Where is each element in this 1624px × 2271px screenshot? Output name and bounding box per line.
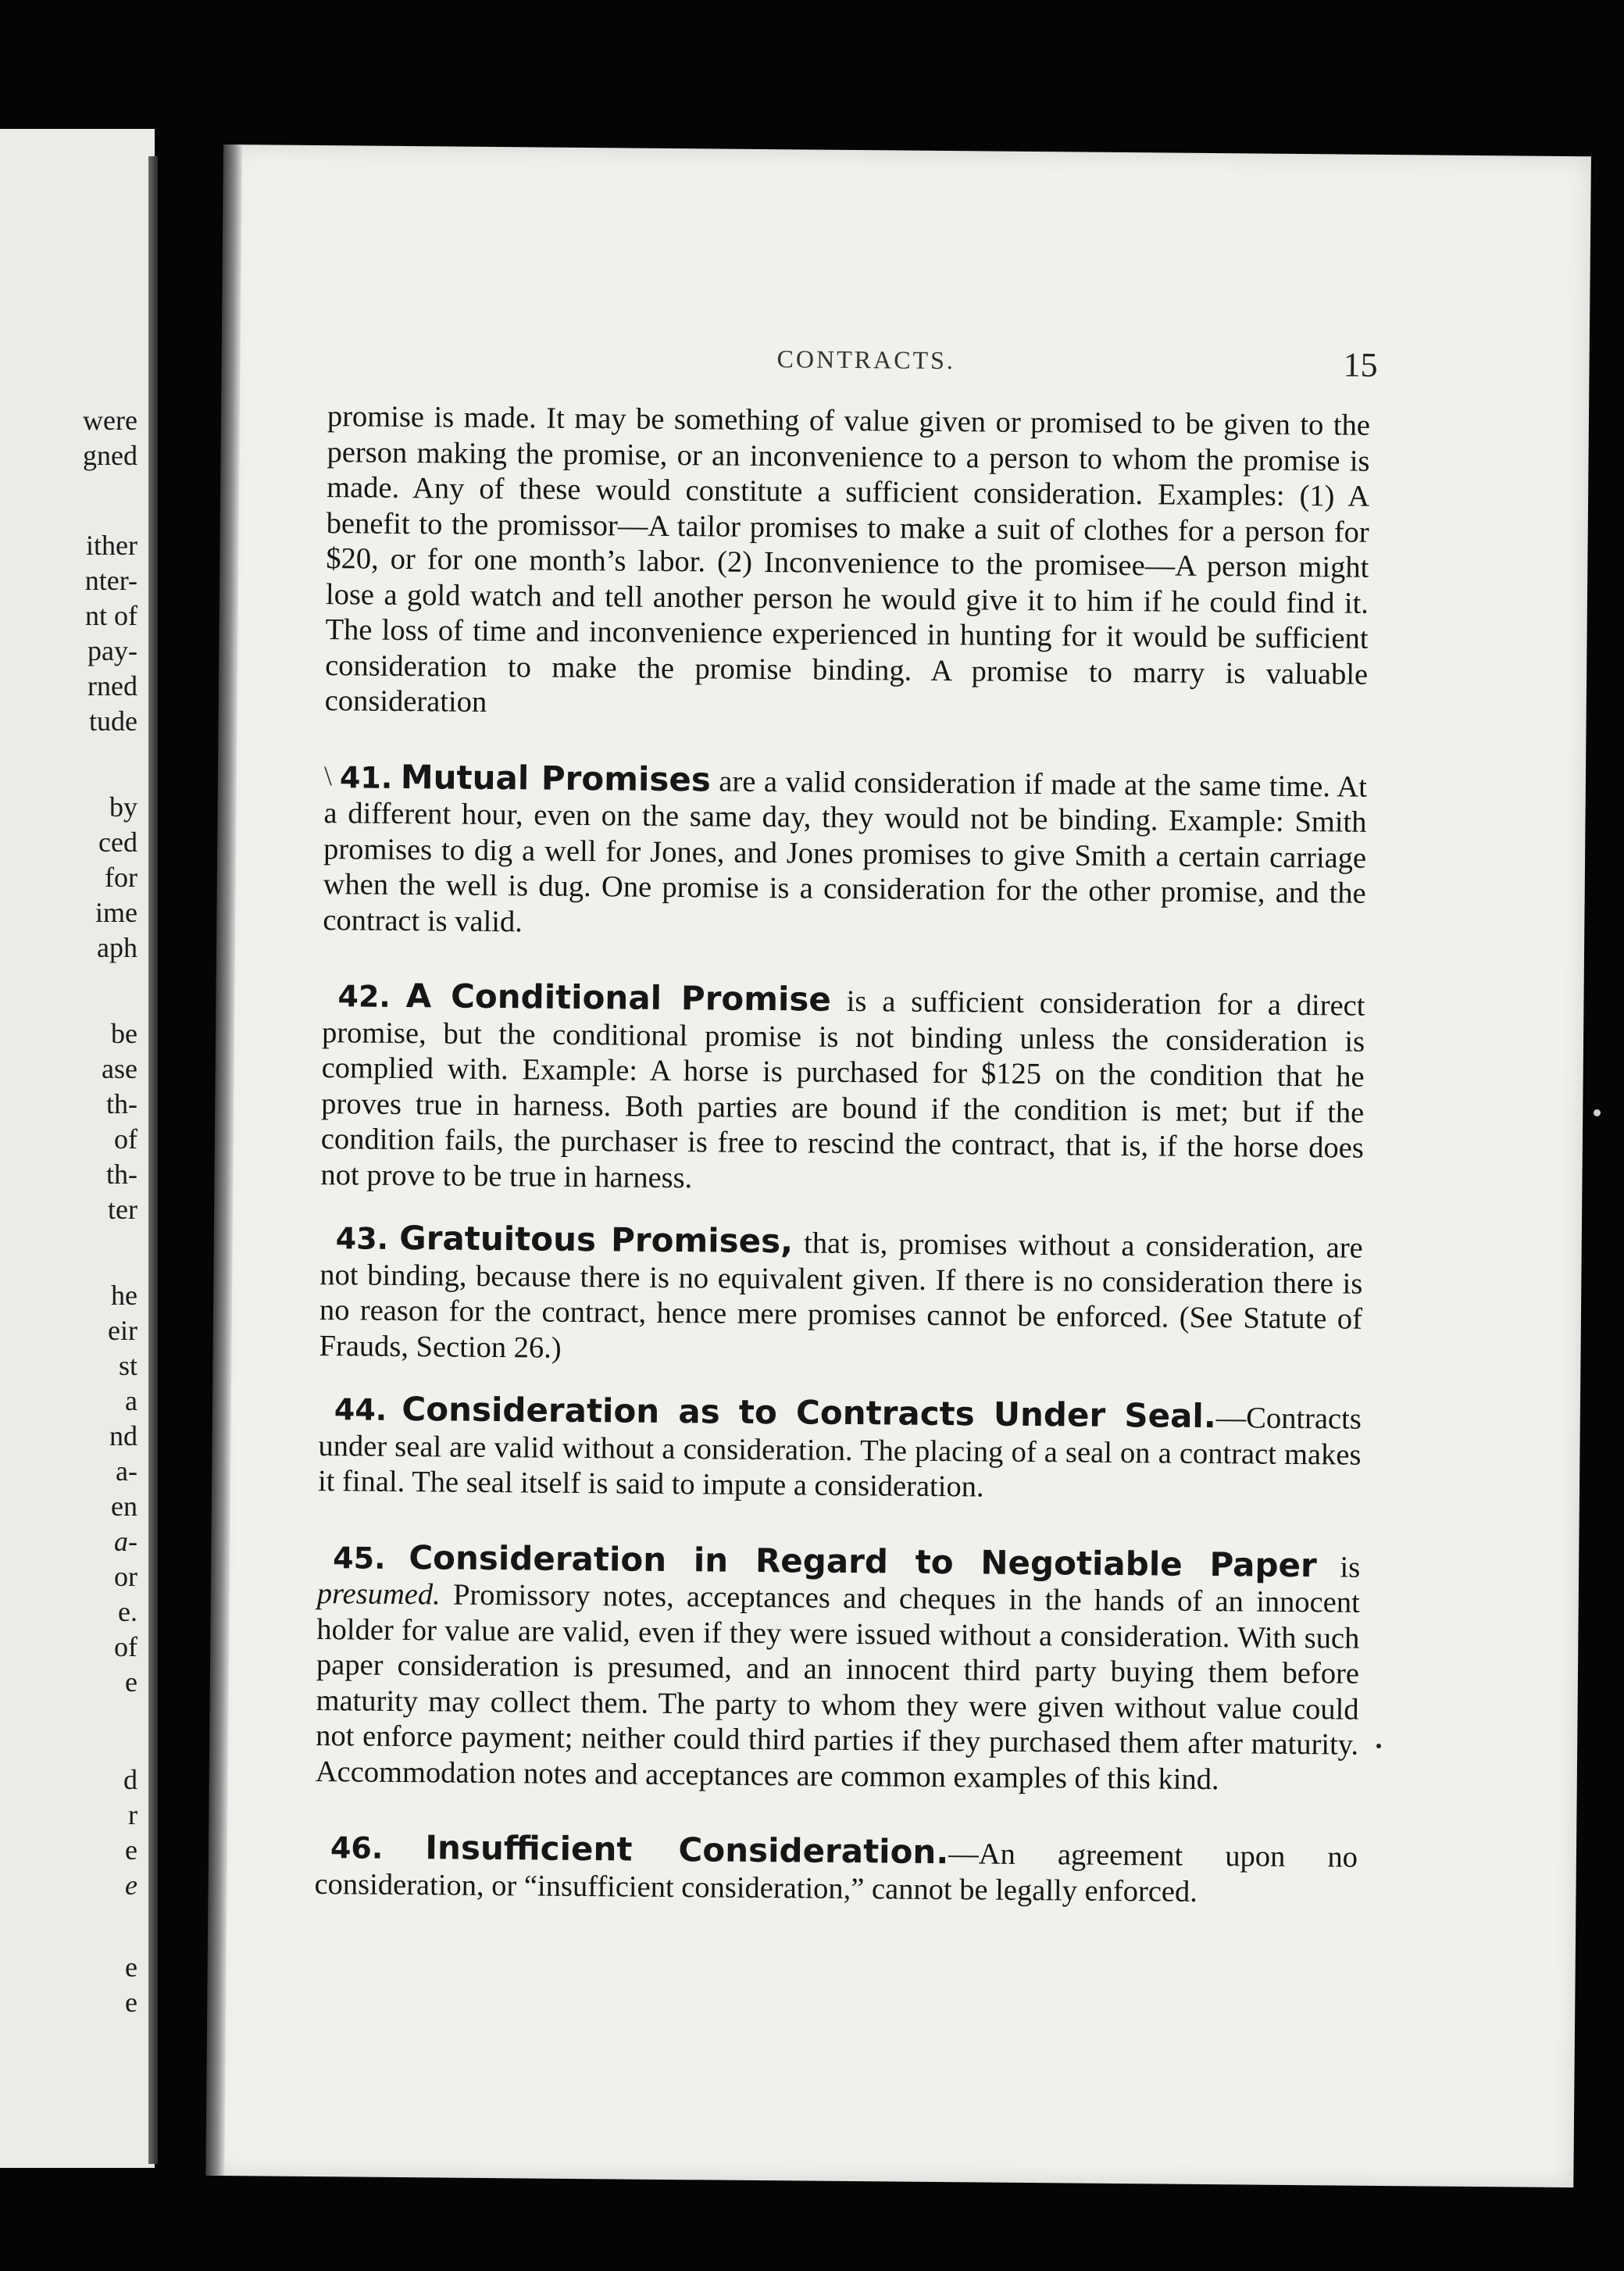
left-page-fragment: en xyxy=(111,1491,137,1522)
left-page-fragment: e xyxy=(125,1834,137,1866)
left-page-fragment: e xyxy=(125,1869,137,1901)
left-page-fragment: a- xyxy=(116,1455,137,1487)
page-body xyxy=(314,399,1370,1912)
left-page-fragment: e. xyxy=(118,1596,137,1627)
section-text: are a valid consideration if made at the same time. At a different hour, even on the same day, they would not be binding. Example: Smith promises to dig a well for Jones, and Jones promises to give Smith a certain carriage when the well is dug. One promise is a consideration for the other promise, and the contract is valid. xyxy=(323,764,1368,938)
page-number: 15 xyxy=(1343,345,1378,384)
section-44 xyxy=(318,1391,1362,1509)
previous-page xyxy=(0,129,155,2168)
left-page-fragment: ced xyxy=(98,827,137,858)
section-text-pre: is xyxy=(1316,1550,1361,1584)
margin-mark: \ xyxy=(323,759,333,791)
left-page-fragment: or xyxy=(114,1561,137,1592)
left-page-fragment: by xyxy=(109,791,137,823)
left-page-fragment: ase xyxy=(102,1053,137,1084)
section-text: Promissory notes, acceptances and cheques in the hands of an innocent holder for value are valid, even if they were issued without a consideration. With such paper consideration is presumed, and an innocent third party buying them before maturity may collect them. The party to whom they were given without value could not enforce payment; neither could third parties if they purchased them after maturity. Accommodation notes and acceptances are common examples of this kind. xyxy=(315,1578,1360,1796)
page-edge-shadow xyxy=(148,156,158,2164)
section-46 xyxy=(314,1829,1358,1912)
section-number: 41. xyxy=(339,759,393,795)
section-number: 43. xyxy=(335,1221,389,1256)
section-heading: Insufficient Consideration. xyxy=(425,1828,949,1872)
section-43 xyxy=(319,1219,1363,1373)
section-number: 45. xyxy=(333,1540,386,1576)
left-page-fragment: pay- xyxy=(87,635,137,666)
section-heading: Gratuitous Promises, xyxy=(399,1218,794,1261)
left-page-fragment: gned xyxy=(83,440,137,471)
section-text: —An agreement upon no consideration, or “insufficient consideration,” cannot be legally enforced. xyxy=(314,1837,1358,1909)
section-heading: Consideration in Regard to Negotiable Paper xyxy=(409,1537,1317,1584)
section-text: is a sufficient consideration for a direct promise, but the conditional promise is not binding unless the consideration is complied with. Example: A horse is purchased for $125 on the condition that he proves true in harness. Both parties are bound if the condition is met; but if the condition fails, the purchaser is free to rescind the contract, that is, if the horse does not prove to be true in harness. xyxy=(320,984,1365,1194)
section-text: —Contracts under seal are valid without a consideration. The placing of a seal on a contract makes it final. The seal itself is said to impute a consideration. xyxy=(317,1402,1362,1504)
section-number: 44. xyxy=(334,1392,387,1427)
section-heading: Consideration as to Contracts Under Seal. xyxy=(402,1390,1216,1436)
section-text: that is, promises without a consideration, are not binding, because there is no equivalent given. If there is no consideration there is no reason for the contract, hence mere promises cannot be enforced. (See Statute of Frauds, Section 26.) xyxy=(319,1227,1363,1365)
book-gutter xyxy=(205,145,242,2176)
left-page-fragment: ither xyxy=(86,530,137,561)
section-45 xyxy=(316,1539,1361,1799)
left-page-fragment: tude xyxy=(89,705,137,737)
left-page-fragment: be xyxy=(111,1018,137,1049)
left-page-fragment: ter xyxy=(108,1194,137,1225)
left-page-fragment: nt of xyxy=(85,600,137,631)
left-page-fragment: were xyxy=(83,405,137,436)
section-41 xyxy=(323,759,1367,948)
left-page-fragment: of xyxy=(114,1123,137,1155)
left-page-fragment: d xyxy=(123,1764,137,1795)
left-page-fragment: aph xyxy=(97,932,137,963)
section-42 xyxy=(320,977,1365,1202)
dust-speck xyxy=(1376,1744,1381,1748)
left-page-fragment: eir xyxy=(108,1315,137,1346)
left-page-fragment: th- xyxy=(106,1159,137,1190)
left-page-fragment: r xyxy=(128,1799,137,1830)
left-page-fragment: for xyxy=(105,862,137,893)
left-page-fragment: nd xyxy=(109,1420,137,1452)
section-heading: A Conditional Promise xyxy=(405,977,832,1019)
section-italic-word: presumed. xyxy=(316,1577,441,1612)
book-page xyxy=(210,145,1591,2187)
section-number: 46. xyxy=(330,1830,384,1866)
left-page-fragment: e xyxy=(125,1987,137,2018)
left-page-fragment: nter- xyxy=(84,565,137,596)
left-page-fragment: ime xyxy=(95,897,137,928)
section-heading: Mutual Promises xyxy=(400,757,712,798)
left-page-fragment: a- xyxy=(114,1526,137,1557)
left-page-fragment: st xyxy=(118,1350,137,1381)
left-page-fragment: he xyxy=(111,1280,137,1311)
left-page-fragment: rned xyxy=(87,670,137,702)
running-head: CONTRACTS. xyxy=(776,345,956,375)
left-page-fragment: e xyxy=(125,1951,137,1983)
section-number: 42. xyxy=(337,979,391,1014)
left-page-fragment: e xyxy=(125,1666,137,1698)
left-page-fragment: th- xyxy=(106,1088,137,1119)
left-page-fragment: a xyxy=(125,1385,137,1416)
left-page-fragment: of xyxy=(114,1631,137,1662)
dust-speck xyxy=(1594,1109,1601,1116)
intro-paragraph: promise is made. It may be something of value given or promised to be given to the person making the promise, or an inconvenience to a person to whom the promise is made. Any of these would constitute a sufficient consideration. Examples: (1) A benefit to the promissor—A tailor promises to make a suit of clothes for a person for $20, or for one month’s labor. (2) Inconvenience to the promisee—A person might lose a gold watch and tell another person he would give it to him if he could find it. The loss of time and inconvenience experienced in hunting for it would be sufficient consideration to make the promise binding. A promise to marry is valuable consideration xyxy=(324,400,1371,719)
